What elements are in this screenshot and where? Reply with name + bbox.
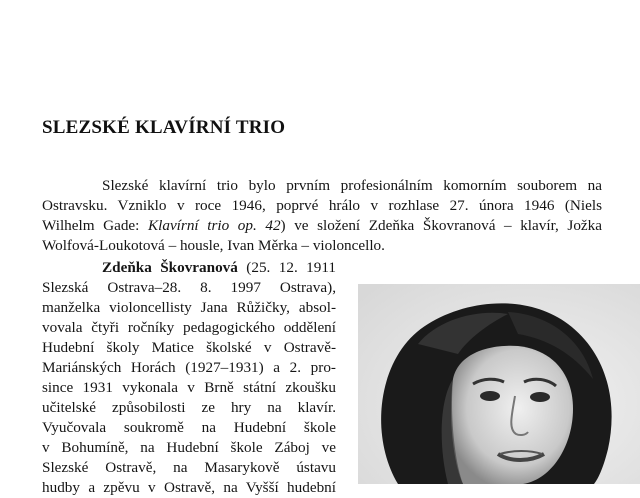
bio-line-1 <box>42 258 336 278</box>
intro-line-1: Slezské klavírní trio bylo prvním profesionálním komorním souborem na <box>102 177 602 194</box>
portrait-illustration <box>358 284 640 484</box>
intro-text: Wilhelm Gade: <box>42 217 148 234</box>
work-title: Klavírní trio op. 42 <box>148 217 281 234</box>
bio-line-8: učitelské způsobilosti ze hry na klavír. <box>42 399 336 416</box>
bio-line-3: manželka violoncellisty Jana Růžičky, absol- <box>42 299 336 316</box>
bio-line-9: Vyučovala soukromě na Hudební škole <box>42 419 336 436</box>
intro-text: ) ve složení Zdeňka Škovranová – klavír, Jožka <box>280 217 603 234</box>
intro-line-2: Ostravsku. Vzniklo v roce 1946, poprvé hrálo v rozhlase 27. února 1946 (Niels <box>42 197 602 214</box>
bio-line-2: Slezská Ostrava–28. 8. 1997 Ostrava), <box>42 279 336 296</box>
bio-line-7: since 1931 vykonala v Brně státní zkoušku <box>42 379 336 396</box>
bio-line-5: Hudební školy Matice školské v Ostravě- <box>42 339 336 356</box>
bio-line-6: Mariánských Horách (1927–1931) a 2. pro- <box>42 359 336 376</box>
bio-line-12: hudby a zpěvu v Ostravě, na Vyšší hudební <box>42 479 336 496</box>
intro-line-4: Wolfová-Loukotová – housle, Ivan Měrka – violoncello. <box>42 237 385 254</box>
bio-name: Zdeňka Škovranová <box>102 259 238 276</box>
bio-line-10: v Bohumíně, na Hudební škole Záboj ve <box>42 439 336 456</box>
section-title: SLEZSKÉ KLAVÍRNÍ TRIO <box>42 117 286 138</box>
bio-text: (25. 12. 1911 <box>237 259 336 276</box>
bio-line-11: Slezské Ostravě, na Masarykově ústavu <box>42 459 336 476</box>
portrait-photo <box>358 284 640 484</box>
bio-line-4: vovala čtyři ročníky pedagogického oddělení <box>42 319 336 336</box>
intro-line-3 <box>42 216 602 236</box>
